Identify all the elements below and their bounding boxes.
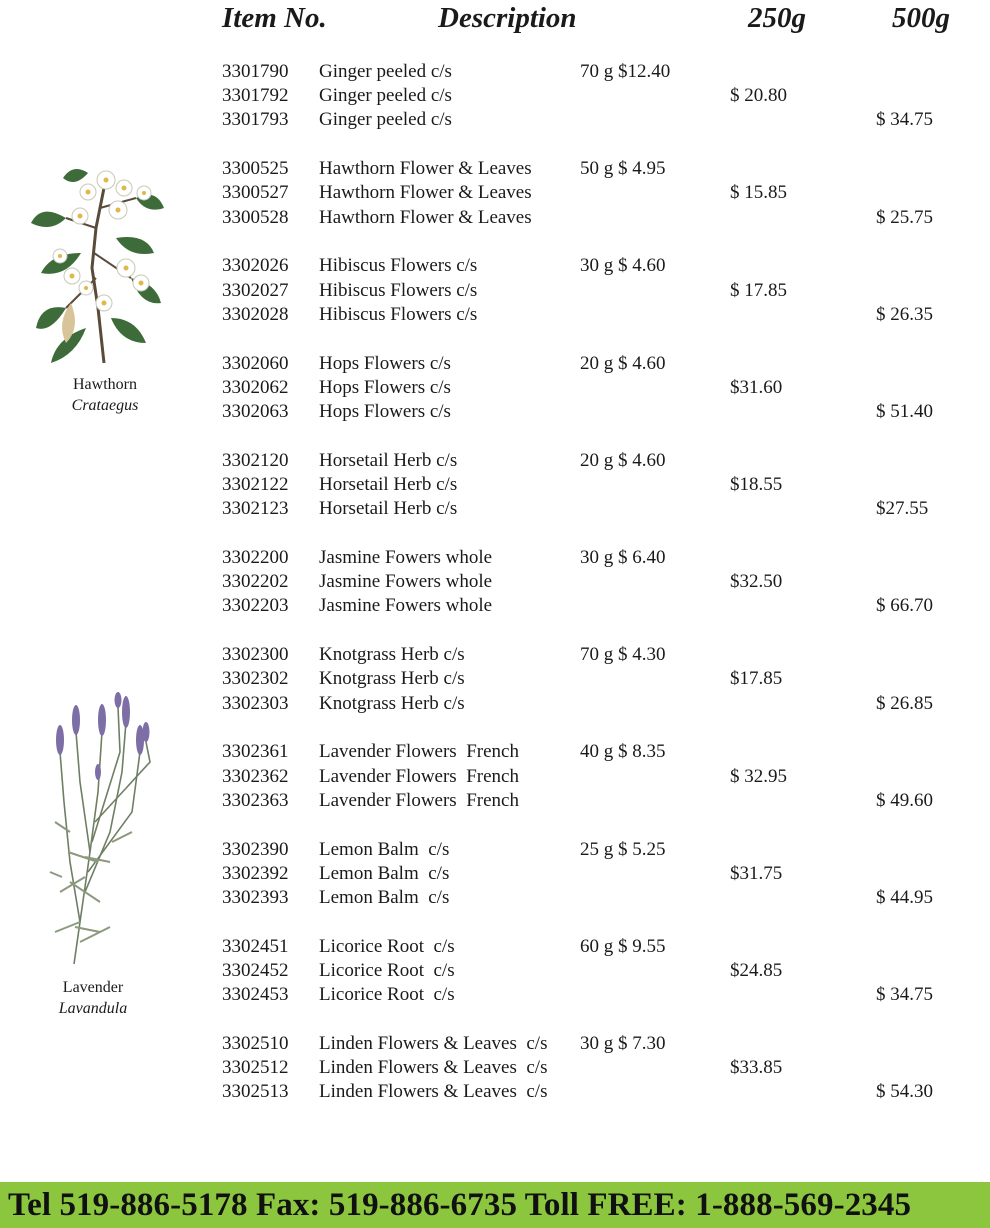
item-description: Hibiscus Flowers c/s xyxy=(319,279,478,301)
price-500g: $ 34.75 xyxy=(876,984,933,1006)
item-description: Linden Flowers & Leaves c/s xyxy=(319,1081,548,1103)
item-number: 3302510 xyxy=(222,1033,289,1054)
item-description: Linden Flowers & Leaves c/s xyxy=(319,1033,548,1054)
lavender-caption xyxy=(18,977,168,1019)
price-sample: 70 g $ 4.30 xyxy=(580,644,666,666)
item-description: Licorice Root c/s xyxy=(319,984,455,1006)
item-description: Lavender Flowers French xyxy=(319,765,519,787)
item-description: Knotgrass Herb c/s xyxy=(319,668,465,690)
price-500g: $ 26.85 xyxy=(876,692,933,714)
item-number: 3301790 xyxy=(222,61,289,82)
item-number: 3301792 xyxy=(222,85,289,107)
header-item-no: Item No. xyxy=(222,2,327,34)
item-description: Licorice Root c/s xyxy=(319,935,455,957)
price-250g: $24.85 xyxy=(730,960,783,981)
price-500g: $ 26.35 xyxy=(876,303,933,325)
item-number: 3302363 xyxy=(222,789,289,811)
item-description: Knotgrass Herb c/s xyxy=(319,692,465,714)
price-500g: $ 54.30 xyxy=(876,1081,933,1103)
item-number: 3301793 xyxy=(222,109,289,131)
hawthorn-caption xyxy=(30,374,180,416)
price-sample: 50 g $ 4.95 xyxy=(580,158,666,180)
item-description: Knotgrass Herb c/s xyxy=(319,644,465,666)
item-number: 3302393 xyxy=(222,887,289,908)
item-number: 3302361 xyxy=(222,741,289,763)
price-sample: 20 g $ 4.60 xyxy=(580,352,666,374)
price-sample: 20 g $ 4.60 xyxy=(580,449,666,471)
price-500g: $27.55 xyxy=(876,498,929,520)
item-description: Hawthorn Flower & Leaves xyxy=(319,158,532,180)
price-500g: $ 49.60 xyxy=(876,789,933,811)
item-description: Horsetail Herb c/s xyxy=(319,474,458,495)
price-sample: 30 g $ 4.60 xyxy=(580,255,666,277)
header-500g: 500g xyxy=(892,2,950,34)
item-description: Horsetail Herb c/s xyxy=(319,449,458,471)
item-description: Ginger peeled c/s xyxy=(319,85,452,107)
price-sample: 25 g $ 5.25 xyxy=(580,838,666,860)
price-250g: $33.85 xyxy=(730,1057,783,1079)
item-description: Hibiscus Flowers c/s xyxy=(319,303,478,325)
item-number: 3302123 xyxy=(222,498,289,520)
hawthorn-illustration xyxy=(26,158,170,368)
price-500g: $ 51.40 xyxy=(876,401,933,422)
item-description: Hawthorn Flower & Leaves xyxy=(319,206,532,228)
lavender-illustration xyxy=(40,692,160,970)
item-number: 3302512 xyxy=(222,1057,289,1079)
item-description: Lemon Balm c/s xyxy=(319,838,450,860)
price-250g: $ 20.80 xyxy=(730,85,787,107)
price-sample: 30 g $ 6.40 xyxy=(580,547,666,568)
item-number: 3302452 xyxy=(222,960,289,981)
item-number: 3302200 xyxy=(222,547,289,568)
item-description: Ginger peeled c/s xyxy=(319,109,452,131)
contact-info-text: Tel 519-886-5178 Fax: 519-886-6735 Toll FREE: 1-888-569-2345 xyxy=(8,1187,912,1223)
header-250g: 250g xyxy=(748,2,806,34)
item-number: 3300527 xyxy=(222,182,289,204)
item-description: Jasmine Fowers whole xyxy=(319,547,493,568)
hawthorn-latin-name: Crataegus xyxy=(71,397,139,414)
item-number: 3300525 xyxy=(222,158,289,180)
item-description: Jasmine Fowers whole xyxy=(319,571,493,593)
item-number: 3302028 xyxy=(222,303,289,325)
price-500g: $ 66.70 xyxy=(876,595,933,617)
item-number: 3302302 xyxy=(222,668,289,690)
price-sample: 30 g $ 7.30 xyxy=(580,1033,666,1054)
item-description: Lavender Flowers French xyxy=(319,741,519,763)
price-sample: 40 g $ 8.35 xyxy=(580,741,666,763)
item-description: Linden Flowers & Leaves c/s xyxy=(319,1057,548,1079)
item-number: 3302451 xyxy=(222,935,289,957)
item-description: Hibiscus Flowers c/s xyxy=(319,255,478,277)
item-number: 3302027 xyxy=(222,279,289,301)
item-description: Hops Flowers c/s xyxy=(319,376,451,398)
hawthorn-common-name: Hawthorn xyxy=(73,376,137,393)
item-number: 3302392 xyxy=(222,862,289,884)
price-250g: $31.60 xyxy=(730,376,783,398)
item-number: 3302026 xyxy=(222,255,289,277)
item-number: 3302390 xyxy=(222,838,289,860)
item-number: 3302300 xyxy=(222,644,289,666)
item-description: Lavender Flowers French xyxy=(319,789,519,811)
item-description: Ginger peeled c/s xyxy=(319,61,452,82)
item-number: 3302062 xyxy=(222,376,289,398)
contact-footer-bar xyxy=(0,1182,990,1228)
item-number: 3302203 xyxy=(222,595,289,617)
item-number: 3302060 xyxy=(222,352,289,374)
item-number: 3302362 xyxy=(222,765,289,787)
price-250g: $18.55 xyxy=(730,474,783,495)
price-250g: $17.85 xyxy=(730,668,783,690)
item-description: Lemon Balm c/s xyxy=(319,862,450,884)
header-description: Description xyxy=(438,2,577,34)
item-number: 3302303 xyxy=(222,692,289,714)
lavender-common-name: Lavender xyxy=(62,979,124,996)
item-number: 3302453 xyxy=(222,984,289,1006)
price-250g: $31.75 xyxy=(730,862,783,884)
item-description: Hawthorn Flower & Leaves xyxy=(319,182,532,204)
price-250g: $ 32.95 xyxy=(730,765,787,787)
item-description: Licorice Root c/s xyxy=(319,960,455,981)
price-sample: 70 g $12.40 xyxy=(580,61,671,82)
price-250g: $ 17.85 xyxy=(730,279,787,301)
item-number: 3302120 xyxy=(222,449,289,471)
price-500g: $ 44.95 xyxy=(876,887,933,908)
item-description: Lemon Balm c/s xyxy=(319,887,450,908)
price-500g: $ 25.75 xyxy=(876,206,933,228)
item-number: 3300528 xyxy=(222,206,289,228)
item-description: Hops Flowers c/s xyxy=(319,352,451,374)
price-500g: $ 34.75 xyxy=(876,109,933,131)
item-number: 3302063 xyxy=(222,401,289,422)
lavender-latin-name: Lavandula xyxy=(58,1000,128,1017)
item-number: 3302122 xyxy=(222,474,289,495)
item-description: Jasmine Fowers whole xyxy=(319,595,493,617)
price-250g: $ 15.85 xyxy=(730,182,787,204)
item-description: Hops Flowers c/s xyxy=(319,401,451,422)
price-sample: 60 g $ 9.55 xyxy=(580,935,666,957)
item-description: Horsetail Herb c/s xyxy=(319,498,458,520)
price-250g: $32.50 xyxy=(730,571,783,593)
item-number: 3302513 xyxy=(222,1081,289,1103)
item-number: 3302202 xyxy=(222,571,289,593)
